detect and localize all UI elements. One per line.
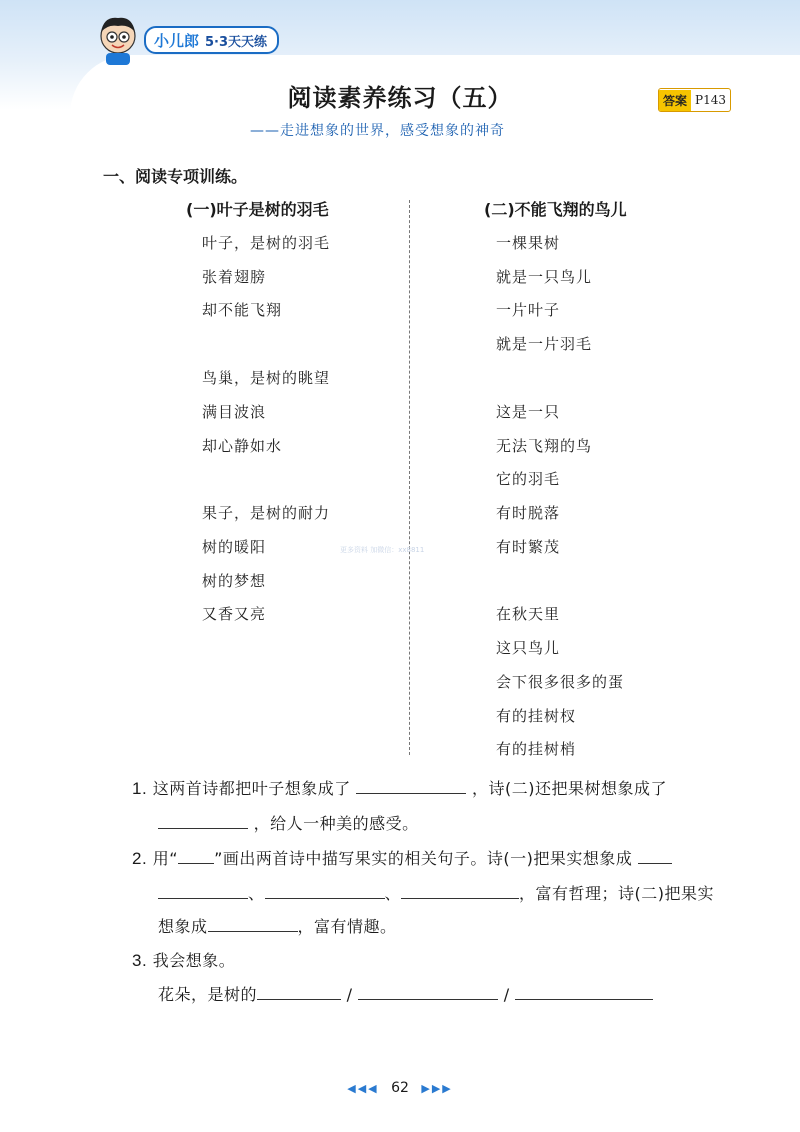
poem-line: 树的暖阳: [202, 538, 267, 556]
blank-separator: /: [346, 985, 353, 1004]
poem-line: 就是一只鸟儿: [496, 268, 593, 286]
poem-line: 却不能飞翔: [202, 301, 283, 319]
question-number: 2.: [132, 849, 148, 868]
poem-line: 又香又亮: [202, 605, 267, 623]
question-text: 、: [248, 884, 265, 903]
brand-badge: [144, 26, 279, 54]
poem-line: 有时脱落: [496, 504, 561, 522]
answer-blank[interactable]: [515, 985, 653, 1000]
question-2-line-1: [132, 846, 672, 869]
question-3-line-2: [158, 982, 653, 1005]
question-number: 3.: [132, 951, 148, 970]
question-text: 我会想象。: [152, 951, 236, 970]
column-divider: [409, 200, 410, 755]
answer-reference[interactable]: [658, 88, 731, 112]
answer-blank[interactable]: [158, 884, 248, 899]
poem-line: 这只鸟儿: [496, 639, 561, 657]
question-1-line-2: [158, 811, 419, 834]
answer-blank[interactable]: [638, 849, 672, 864]
poem-one: [186, 197, 406, 637]
poem-line: 鸟巢，是树的眺望: [202, 369, 331, 387]
header-curve: [70, 55, 800, 175]
blank-separator: /: [503, 985, 510, 1004]
answer-blank[interactable]: [401, 884, 519, 899]
answer-page: P143: [691, 91, 730, 109]
brand-series: 5·3天天练: [205, 34, 268, 50]
answer-blank[interactable]: [257, 985, 341, 1000]
poem-line: 有的挂树杈: [496, 707, 577, 725]
poem-line: 就是一片羽毛: [496, 335, 593, 353]
poem-line: 树的梦想: [202, 572, 267, 590]
poem-one-title: (一)叶子是树的羽毛: [186, 200, 329, 219]
answer-blank[interactable]: [178, 849, 214, 864]
question-text: ”画出两首诗中描写果实的相关句子。诗(一)把果实想象成: [214, 849, 633, 868]
question-text: ，富有哲理；诗(二)把果实: [519, 884, 715, 903]
question-text: 这两首诗都把叶子想象成了: [152, 779, 351, 798]
poem-line: 它的羽毛: [496, 470, 561, 488]
poem-line: 叶子，是树的羽毛: [202, 234, 331, 252]
poem-line: 果子，是树的耐力: [202, 504, 331, 522]
left-arrows-icon: ◀◀◀: [347, 1082, 379, 1095]
question-number: 1.: [132, 779, 148, 798]
answer-blank[interactable]: [158, 814, 248, 829]
page-footer: [0, 1080, 800, 1096]
right-arrows-icon: ▶▶▶: [421, 1082, 453, 1095]
answer-blank[interactable]: [358, 985, 498, 1000]
question-text: 花朵，是树的: [158, 985, 258, 1004]
answer-blank[interactable]: [208, 917, 298, 932]
question-text: ，诗(二)还把果树想象成了: [471, 779, 667, 798]
question-1-line-1: [132, 776, 667, 799]
question-text: 想象成: [158, 917, 208, 936]
question-text: ，富有情趣。: [297, 917, 397, 936]
page-number: 62: [391, 1080, 409, 1096]
poem-line: 张着翅膀: [202, 268, 267, 286]
poem-line: 一棵果树: [496, 234, 561, 252]
question-text: 用“: [152, 849, 179, 868]
poem-line: 有时繁茂: [496, 538, 561, 556]
poem-two-title: (二)不能飞翔的鸟儿: [484, 200, 627, 219]
boy-mascot-icon: [96, 14, 140, 66]
poem-line: 会下很多很多的蛋: [496, 673, 625, 691]
question-2-line-2: [158, 881, 714, 904]
question-3-line-1: [132, 948, 235, 971]
poem-line: 这是一只: [496, 403, 561, 421]
section-title: 一、阅读专项训练。: [103, 167, 248, 186]
answer-blank[interactable]: [265, 884, 385, 899]
question-2-line-3: [158, 914, 397, 937]
poem-two: [484, 197, 724, 757]
question-text: 、: [384, 884, 402, 903]
poem-line: 无法飞翔的鸟: [496, 437, 593, 455]
answer-blank[interactable]: [356, 779, 466, 794]
page-subtitle: ——走进想象的世界，感受想象的神奇: [250, 123, 505, 139]
poem-line: 满目波浪: [202, 403, 267, 421]
page-title: 阅读素养练习（五）: [287, 84, 513, 112]
poem-line: 在秋天里: [496, 605, 561, 623]
poem-line: 一片叶子: [496, 301, 561, 319]
poem-line: 有的挂树梢: [496, 740, 577, 758]
poem-line: 却心静如水: [202, 437, 283, 455]
answer-label: 答案: [659, 90, 691, 111]
question-text: ，给人一种美的感受。: [253, 814, 419, 833]
brand-logo: 小儿郎: [154, 31, 200, 50]
watermark: 更多资料 加微信：xx8811: [340, 546, 425, 554]
